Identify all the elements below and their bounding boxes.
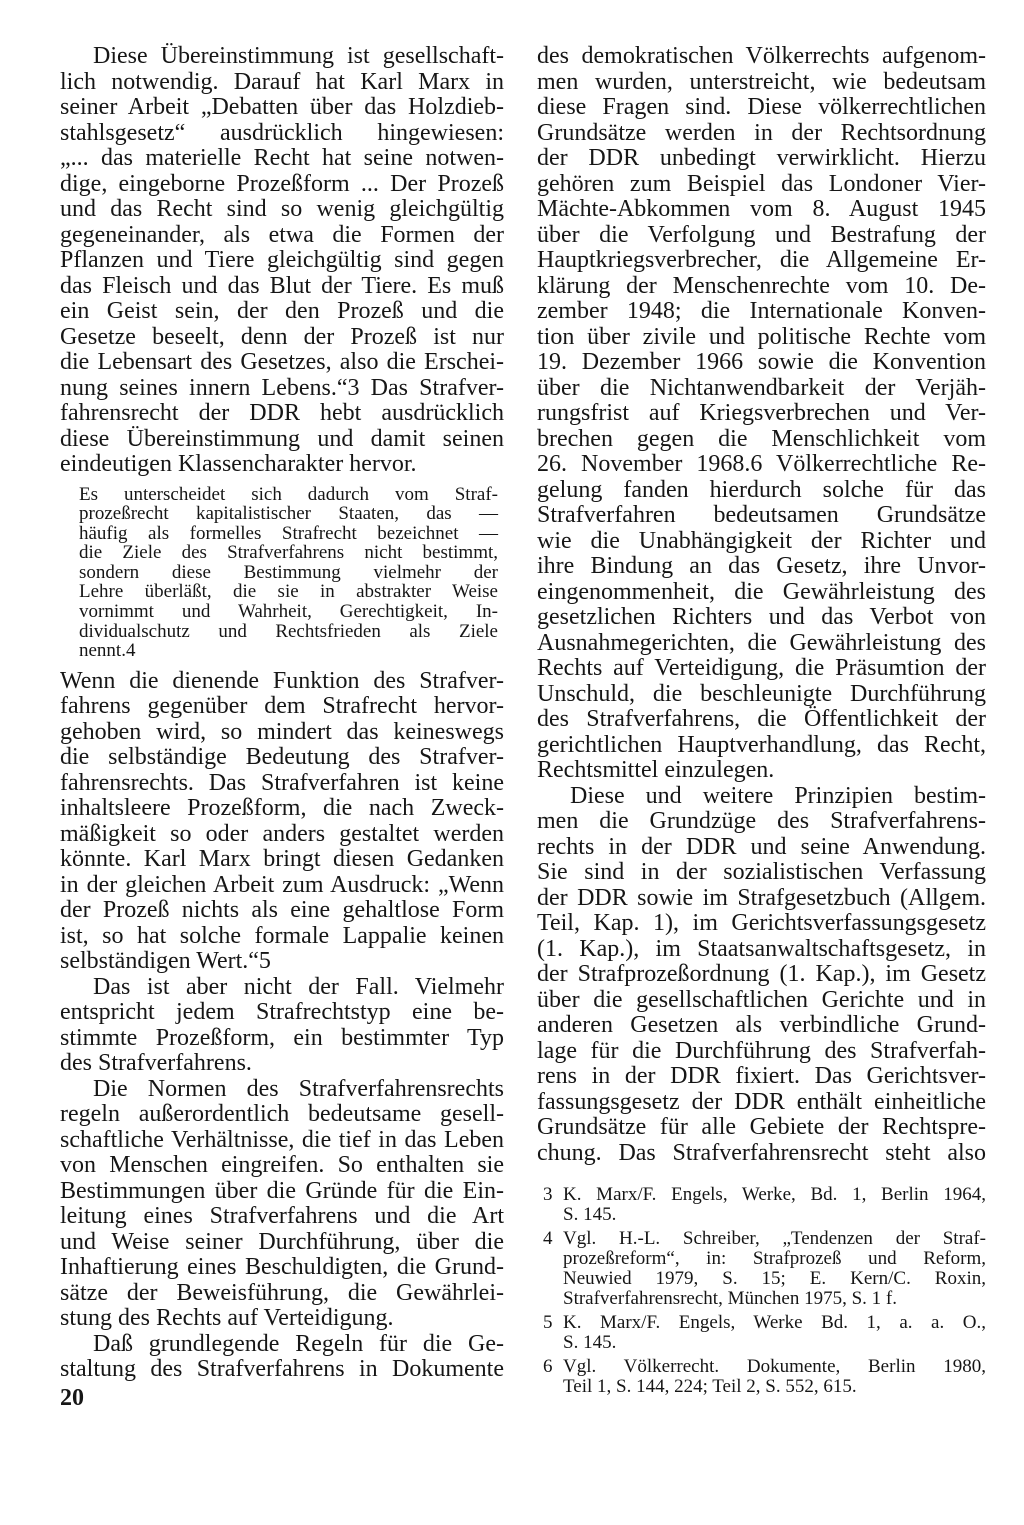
- text-line: dige, eingeborne Prozeßform ... Der Prozeß: [60, 170, 504, 197]
- text-line: Strafverfahren bedeutsamen Grundsätze: [537, 502, 986, 528]
- right-column: [537, 44, 986, 1401]
- text-line: inhaltsleere Prozeßform, die nach Zweck-: [60, 795, 504, 822]
- text-line: fahrens gegenüber dem Strafrecht hervor-: [60, 693, 504, 720]
- text-line: stung des Rechts auf Verteidigung.: [60, 1305, 394, 1332]
- text-line: über die Nichtanwendbarkeit der Verjäh-: [537, 374, 986, 401]
- small-line: prozeßrecht kapitalistischer Staaten, das —: [79, 503, 498, 525]
- text-line: Grundsätze für alle Gebiete der Rechtspre-: [537, 1114, 986, 1140]
- page-number: 20: [60, 1385, 84, 1411]
- text-line: Ausnahmegerichten, die Gewährleistung des: [537, 629, 986, 656]
- text-line: Grundsätze werden in der Rechtsordnung: [537, 119, 986, 146]
- text-line: der Strafprozeßordnung (1. Kap.), im Gesetz: [537, 961, 986, 987]
- text-line: eindeutigen Klassencharakter hervor.: [60, 451, 417, 477]
- text-line: Wenn die dienende Funktion des Strafver-: [60, 667, 504, 694]
- text-line: Die Normen des Strafverfahrensrechts: [93, 1075, 504, 1102]
- text-line: klärung der Menschenrechte vom 10. De-: [537, 272, 986, 299]
- footnote-4: [543, 1228, 986, 1309]
- text-line: ihre Bindung an das Gesetz, ihre Unvor-: [537, 553, 986, 579]
- text-line: Diese Übereinstimmung ist gesellschaft-: [93, 43, 504, 69]
- text-line: ist, so hat solche formale Lappalie keinen: [60, 922, 504, 949]
- text-line: sätze der Beweisführung, die Gewährlei-: [60, 1279, 504, 1306]
- footnote-line: Strafverfahrensrecht, München 1975, S. 1 f.: [563, 1288, 897, 1309]
- small-line: Es unterscheidet sich dadurch vom Straf-: [79, 483, 498, 505]
- text-line: fassungsgesetz der DDR enthält einheitliche: [537, 1088, 986, 1115]
- small-line: dividualschutz und Rechtsfrieden als Ziele: [79, 620, 498, 642]
- text-line: brechen gegen die Menschlichkeit vom: [537, 425, 986, 452]
- footnote-line: S. 145.: [563, 1204, 617, 1225]
- footnote-line: K. Marx/F. Engels, Werke Bd. 1, a. a. O.,: [563, 1312, 986, 1333]
- footnote-6: [543, 1356, 986, 1397]
- text-line: eingenommenheit, die Gewährleistung des: [537, 578, 986, 605]
- text-line: Sie sind in der sozialistischen Verfassung: [537, 859, 986, 885]
- text-line: anderen Gesetzen als verbindliche Grund-: [537, 1012, 986, 1038]
- text-line: men wurden, unterstreicht, wie bedeutsam: [537, 68, 986, 95]
- text-line: über die gesellschaftlichen Gerichte und in: [537, 986, 986, 1013]
- footnote-number: 4: [543, 1228, 553, 1249]
- footnote-line: K. Marx/F. Engels, Werke, Bd. 1, Berlin 1964,: [563, 1184, 986, 1205]
- text-line: men die Grundzüge des Strafverfahrens-: [537, 808, 986, 834]
- text-line: gegeneinander, als etwa die Formen der: [60, 221, 504, 248]
- text-line: die Lebensart des Gesetzes, also die Erschei-: [60, 349, 504, 375]
- text-line: fahrensrechts. Das Strafverfahren ist keine: [60, 769, 504, 796]
- text-line: 19. Dezember 1966 sowie die Konvention: [537, 349, 986, 375]
- text-line: 26. November 1968.6 Völkerrechtliche Re-: [537, 451, 986, 477]
- footnote-line: S. 145.: [563, 1332, 617, 1353]
- text-line: gerichtlichen Hauptverhandlung, das Recht,: [537, 731, 986, 758]
- text-line: diese Übereinstimmung und damit seinen: [60, 425, 504, 452]
- text-line: die selbständige Bedeutung des Strafver-: [60, 744, 504, 771]
- text-line: gelung fanden hierdurch solche für das: [537, 476, 986, 503]
- text-line: lage für die Durchführung des Strafverfah-: [537, 1037, 986, 1064]
- text-line: der DDR sowie im Strafgesetzbuch (Allgem.: [537, 884, 986, 911]
- text-line: nung seines innern Lebens.“3 Das Strafver-: [60, 374, 504, 401]
- text-line: Mächte-Abkommen vom 8. August 1945: [537, 196, 986, 222]
- small-line: vornimmt und Wahrheit, Gerechtigkeit, In-: [79, 601, 498, 623]
- left-paragraphs-1: [60, 44, 504, 478]
- small-print-block: [60, 485, 504, 661]
- left-column: [60, 44, 504, 1383]
- small-line: die Ziele des Strafverfahrens nicht bestimmt,: [79, 542, 498, 564]
- text-line: „... das materielle Recht hat seine notwen-: [60, 145, 504, 171]
- text-line: rens in der DDR fixiert. Das Gerichtsver-: [537, 1063, 986, 1089]
- footnote-line: Teil 1, S. 144, 224; Teil 2, S. 552, 615.: [563, 1376, 857, 1397]
- text-line: selbständigen Wert.“5: [60, 948, 271, 975]
- text-line: schaftliche Verhältnisse, die tief in das Leben: [60, 1126, 504, 1153]
- text-line: der DDR unbedingt verwirklicht. Hierzu: [537, 145, 986, 171]
- text-line: Diese und weitere Prinzipien bestim-: [570, 782, 986, 809]
- text-line: entspricht jedem Strafrechtstyp eine be-: [60, 999, 504, 1026]
- footnote-number: 5: [543, 1312, 553, 1333]
- footnote-3: [543, 1184, 986, 1225]
- small-line: Lehre überläßt, die sie in abstrakter Weise: [79, 581, 498, 603]
- text-line: könnte. Karl Marx bringt diesen Gedanken: [60, 846, 504, 873]
- text-line: chung. Das Strafverfahrensrecht steht also: [537, 1139, 986, 1166]
- right-paragraphs: [537, 44, 986, 1166]
- text-line: tion über zivile und politische Rechte vom: [537, 323, 986, 350]
- text-line: und Weise seiner Durchführung, über die: [60, 1228, 504, 1255]
- text-line: Rechtsmittel einzulegen.: [537, 757, 775, 783]
- footnote-line: Vgl. H.-L. Schreiber, „Tendenzen der Straf-: [563, 1228, 986, 1249]
- text-line: (1. Kap.), im Staatsanwaltschaftsgesetz, in: [537, 935, 986, 962]
- footnote-line: Vgl. Völkerrecht. Dokumente, Berlin 1980,: [563, 1356, 986, 1377]
- small-line: sondern diese Bestimmung vielmehr der: [79, 561, 498, 583]
- text-line: Hauptkriegsverbrecher, die Allgemeine Er-: [537, 247, 986, 273]
- text-line: von Menschen eingreifen. So enthalten sie: [60, 1152, 504, 1179]
- text-line: fahrensrecht der DDR hebt ausdrücklich: [60, 400, 504, 426]
- footnote-5: [543, 1312, 986, 1353]
- text-line: zember 1948; die Internationale Konven-: [537, 298, 986, 324]
- text-line: rechts in der DDR und seine Anwendung.: [537, 833, 986, 860]
- footnote-line: prozeßreform“, in: Strafprozeß und Reform,: [563, 1248, 986, 1269]
- text-line: über die Verfolgung und Bestrafung der: [537, 221, 986, 248]
- small-line: häufig als formelles Strafrecht bezeichnet —: [79, 522, 498, 544]
- text-line: Inhaftierung eines Beschuldigten, die Grund-: [60, 1254, 504, 1281]
- text-line: diese Fragen sind. Diese völkerrechtlichen: [537, 94, 986, 120]
- text-line: wie die Unabhängigkeit der Richter und: [537, 527, 986, 554]
- text-line: und das Recht sind so wenig gleichgültig: [60, 196, 504, 222]
- text-line: Pflanzen und Tiere gleichgültig sind gegen: [60, 247, 504, 273]
- text-line: des Strafverfahrens.: [60, 1050, 252, 1077]
- text-line: gehören zum Beispiel das Londoner Vier-: [537, 170, 986, 197]
- text-line: Rechts auf Verteidigung, die Präsumtion der: [537, 655, 986, 681]
- text-line: der Prozeß nichts als eine gehaltlose Form: [60, 897, 504, 924]
- text-line: in der gleichen Arbeit zum Ausdruck: „Wenn: [60, 871, 504, 898]
- small-line: nennt.4: [79, 640, 136, 662]
- text-line: gesetzlichen Richters und das Verbot von: [537, 604, 986, 630]
- footnotes: [537, 1185, 986, 1397]
- left-paragraphs-2: [60, 669, 504, 1383]
- text-line: mäßigkeit so oder anders gestaltet werden: [60, 820, 504, 847]
- footnote-number: 3: [543, 1184, 553, 1205]
- text-line: das Fleisch und das Blut der Tiere. Es muß: [60, 272, 504, 299]
- text-line: staltung des Strafverfahrens in Dokumente: [60, 1356, 504, 1383]
- text-line: Daß grundlegende Regeln für die Ge-: [93, 1330, 504, 1357]
- text-line: Teil, Kap. 1), im Gerichtsverfassungsgesetz: [537, 910, 986, 936]
- text-line: leitung eines Strafverfahrens und die Art: [60, 1203, 504, 1230]
- footnote-line: Neuwied 1979, S. 15; E. Kern/C. Roxin,: [563, 1268, 986, 1289]
- text-line: Bestimmungen über die Gründe für die Ein-: [60, 1177, 504, 1204]
- text-line: gehoben wird, so mindert das keineswegs: [60, 718, 504, 745]
- text-line: Das ist aber nicht der Fall. Vielmehr: [93, 973, 504, 1000]
- text-line: stahlsgesetz“ ausdrücklich hingewiesen:: [60, 119, 504, 146]
- footnote-number: 6: [543, 1356, 553, 1377]
- text-line: des demokratischen Völkerrechts aufgenom-: [537, 43, 986, 69]
- text-line: stimmte Prozeßform, ein bestimmter Typ: [60, 1024, 504, 1051]
- text-line: rungsfrist auf Kriegsverbrechen und Ver-: [537, 400, 986, 426]
- text-line: Gesetze beseelt, denn der Prozeß ist nur: [60, 323, 504, 350]
- text-line: Unschuld, die beschleunigte Durchführung: [537, 680, 986, 707]
- text-line: regeln außerordentlich bedeutsame gesell-: [60, 1101, 504, 1128]
- text-line: ein Geist sein, der den Prozeß und die: [60, 298, 504, 324]
- text-line: lich notwendig. Darauf hat Karl Marx in: [60, 68, 504, 95]
- text-line: des Strafverfahrens, die Öffentlichkeit der: [537, 706, 986, 732]
- text-line: seiner Arbeit „Debatten über das Holzdieb-: [60, 94, 504, 120]
